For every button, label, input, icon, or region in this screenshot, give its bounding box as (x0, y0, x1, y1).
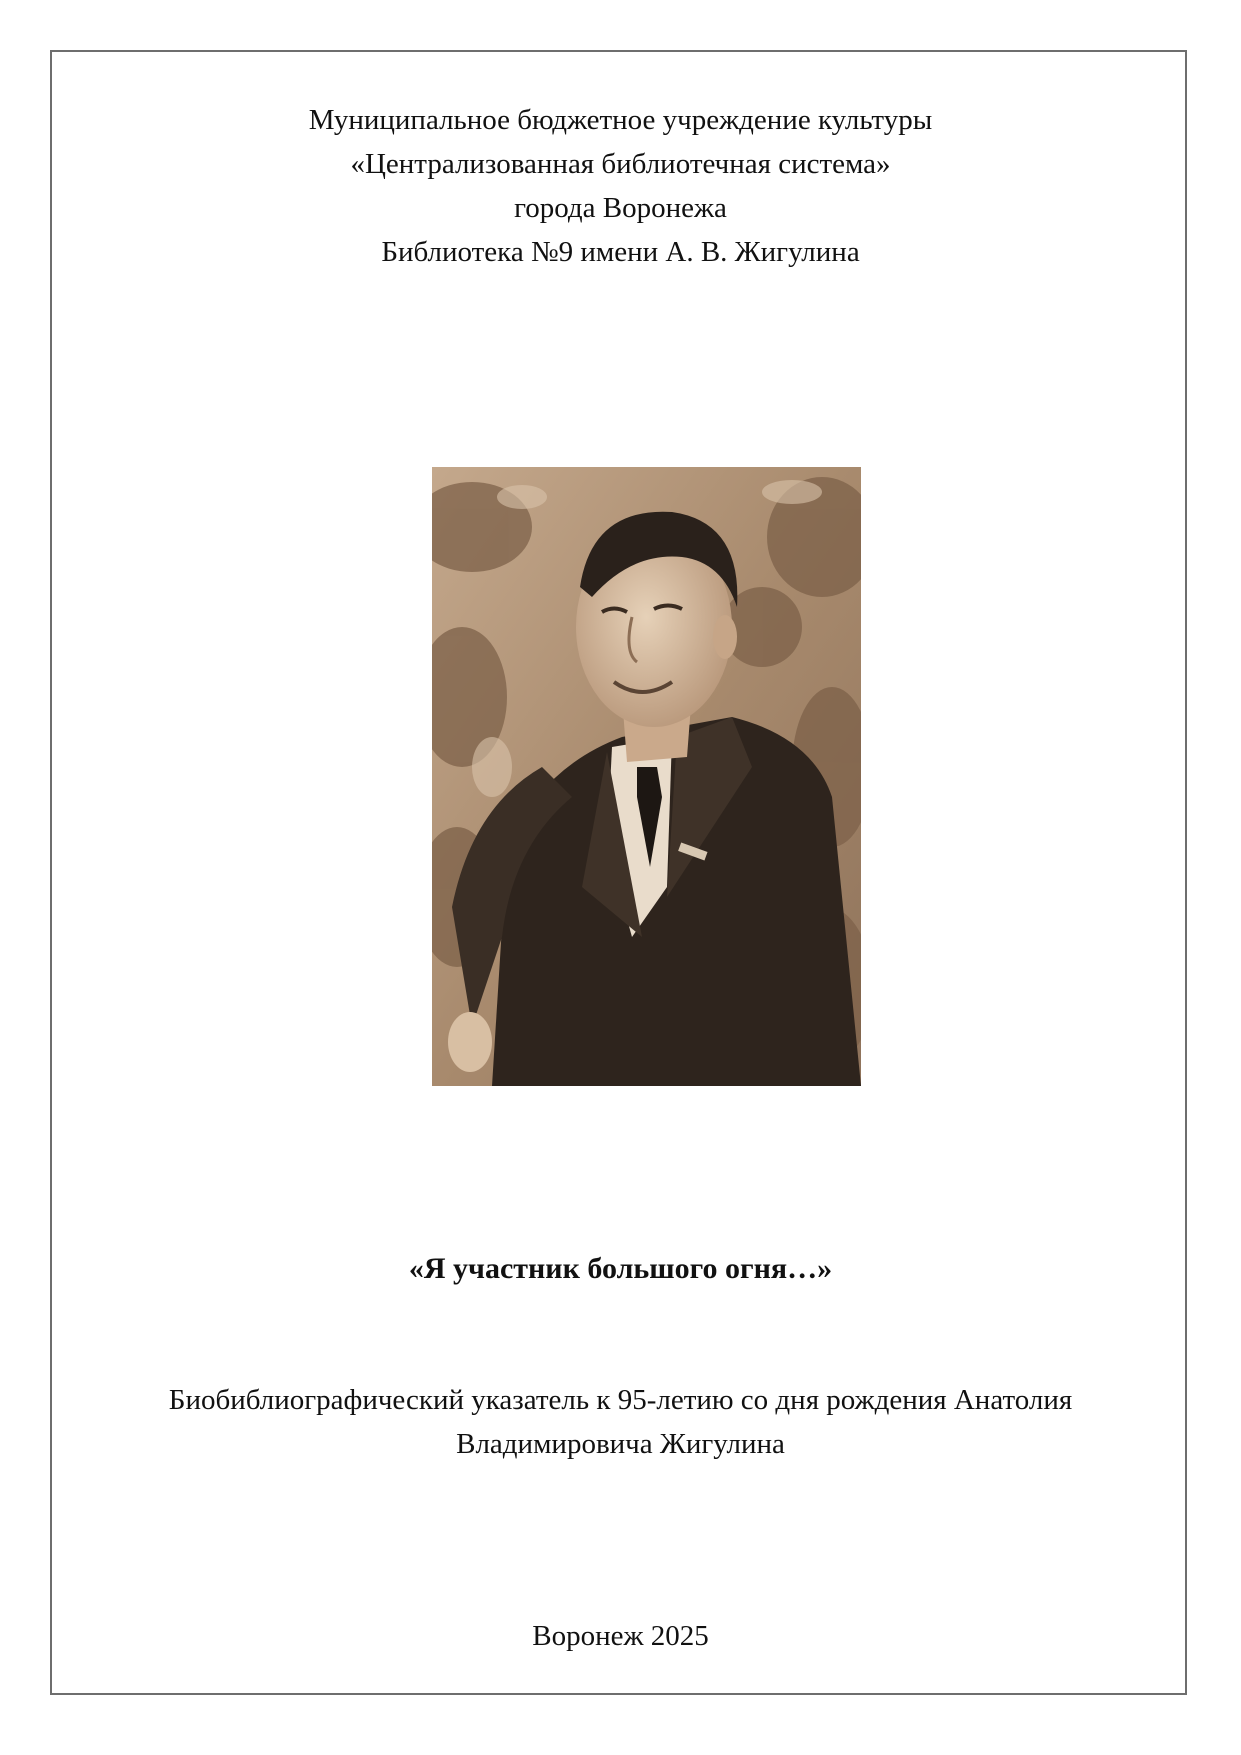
document-subtitle (0, 1378, 1241, 1466)
place-year: Воронеж 2025 (532, 1620, 709, 1652)
header-line-1: Муниципальное бюджетное учреждение культуры (308, 104, 933, 136)
document-title: «Я участник большого огня…» (408, 1252, 833, 1285)
subtitle-line-2: Владимировича Жигулина (456, 1428, 785, 1460)
portrait-illustration (432, 467, 861, 1086)
institution-header (0, 98, 1241, 274)
subtitle-line-1: Биобиблиографический указатель к 95-летию со дня рождения Анатолия (168, 1384, 1073, 1416)
portrait-photo (432, 467, 861, 1086)
header-line-4: Библиотека №9 имени А. В. Жигулина (381, 236, 860, 268)
header-line-2: «Централизованная библиотечная система» (350, 148, 891, 180)
header-line-3: города Воронежа (514, 192, 727, 224)
